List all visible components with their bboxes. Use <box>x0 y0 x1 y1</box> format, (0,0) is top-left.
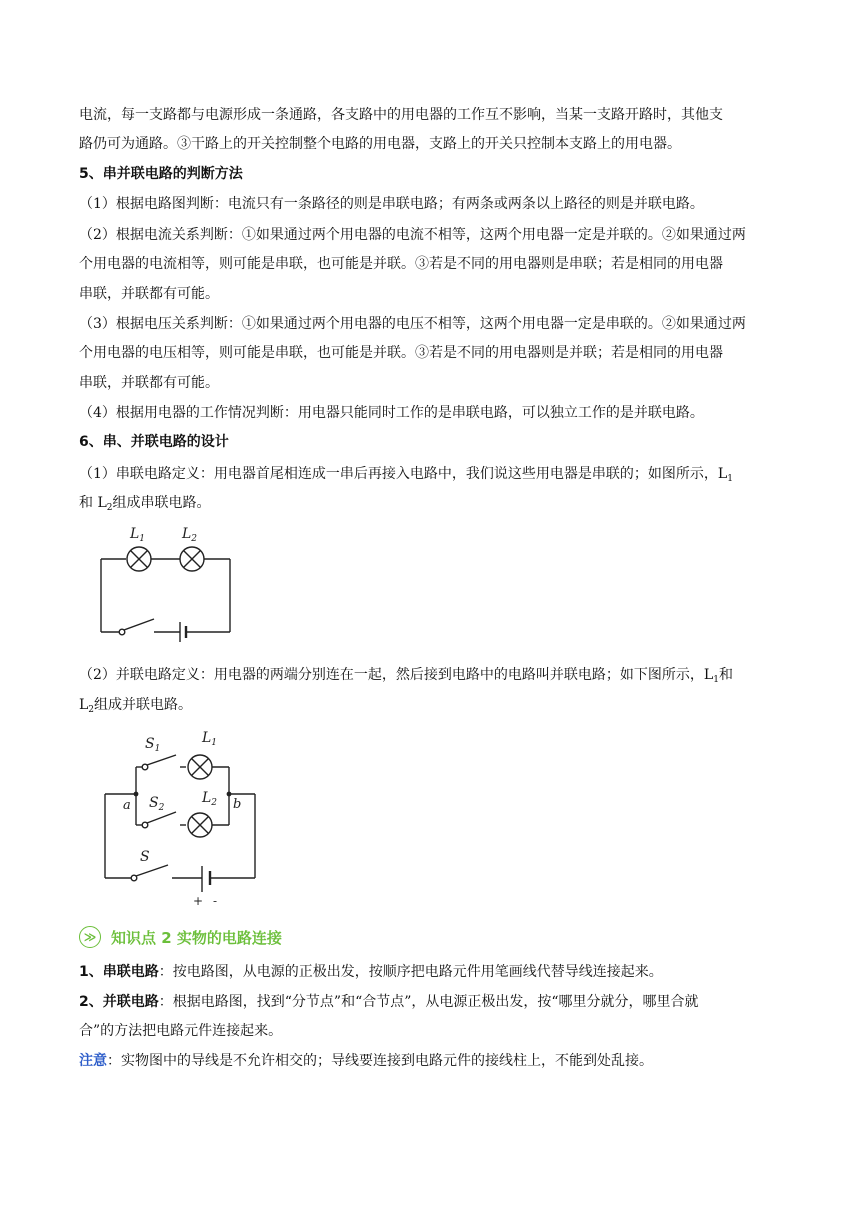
svg-text:S2: $S_2$ <box>149 795 165 813</box>
svg-text:-: - <box>213 894 218 907</box>
chevron-right-icon: ≫ <box>79 926 101 948</box>
text-line: 合”的方法把电路元件连接起来。 <box>79 1023 283 1039</box>
text-line: 和 $L_2$组成串联电路。 <box>79 495 211 513</box>
text-line: 串联，并联都有可能。 <box>79 375 219 391</box>
text-line: 个用电器的电压相等，则可能是串联，也可能是并联。③若是不同的用电器则是并联；若是相同的用电器 <box>79 345 723 361</box>
heading-6: 6、串、并联电路的设计 <box>79 434 229 450</box>
text-line: 串联，并联都有可能。 <box>79 286 219 302</box>
svg-text:S1: $S_1$ <box>145 736 161 754</box>
heading-5: 5、串并联电路的判断方法 <box>79 166 243 182</box>
switch-contact-icon <box>119 629 125 635</box>
svg-text:b: b <box>233 797 242 812</box>
switch-contact-icon <box>131 875 137 881</box>
svg-text:L1: $L_1$ <box>202 730 218 748</box>
text-line: 路仍可为通路。③干路上的开关控制整个电路的用电器，支路上的开关只控制本支路上的用电器。 <box>79 136 681 152</box>
text-line: （2）并联电路定义：用电器的两端分别连在一起，然后接到电路中的电路叫并联电路；如下图所示，$L_1$和 <box>79 667 733 685</box>
text-line: 个用电器的电流相等，则可能是串联，也可能是并联。③若是不同的用电器则是串联；若是相同的用电器 <box>79 256 723 272</box>
svg-text:+: + <box>193 894 204 907</box>
text-line: （1）根据电路图判断：电流只有一条路径的则是串联电路；有两条或两条以上路径的则是并联电路。 <box>79 196 704 212</box>
switch-s1-icon <box>147 755 176 765</box>
section-title: 知识点 2 实物的电路连接 <box>111 928 282 947</box>
text-line: （2）根据电流关系判断：①如果通过两个用电器的电流不相等，这两个用电器一定是并联的。②如果通过两 <box>79 227 746 243</box>
svg-text:L2: $L_2$ <box>202 790 218 808</box>
switch-s2-icon <box>147 812 176 823</box>
text-line: 电流，每一支路都与电源形成一条通路，各支路中的用电器的工作互不影响，当某一支路开路时，其他支 <box>79 107 723 123</box>
text-line: $L_2$组成并联电路。 <box>79 697 193 715</box>
text-line: （1）串联电路定义：用电器首尾相连成一串后再接入电路中，我们说这些用电器是串联的；如图所示，$L_1$ <box>79 466 733 484</box>
svg-text:L1: $L_1$ <box>130 526 146 544</box>
list-item: 2、并联电路：根据电路图，找到“分节点”和“合节点”，从电源正极出发，按“哪里分就分，哪里合就 <box>79 994 699 1010</box>
text-line: （3）根据电压关系判断：①如果通过两个用电器的电压不相等，这两个用电器一定是串联的。②如果通过两 <box>79 316 746 332</box>
list-item: 1、串联电路：按电路图，从电源的正极出发，按顺序把电路元件用笔画线代替导线连接起来。 <box>79 964 663 980</box>
svg-text:S: S <box>140 849 150 865</box>
parallel-circuit-diagram <box>98 722 263 907</box>
svg-text:a: a <box>123 798 131 813</box>
svg-text:L2: $L_2$ <box>182 526 198 544</box>
switch-s-icon <box>136 865 168 876</box>
section-header <box>79 924 282 950</box>
text-line: （4）根据用电器的工作情况判断：用电器只能同时工作的是串联电路，可以独立工作的是并联电路。 <box>79 405 704 421</box>
series-circuit-diagram <box>92 518 242 646</box>
note-line: 注意：实物图中的导线是不允许相交的；导线要连接到电路元件的接线柱上，不能到处乱接。 <box>79 1053 653 1069</box>
switch-icon <box>124 619 154 630</box>
